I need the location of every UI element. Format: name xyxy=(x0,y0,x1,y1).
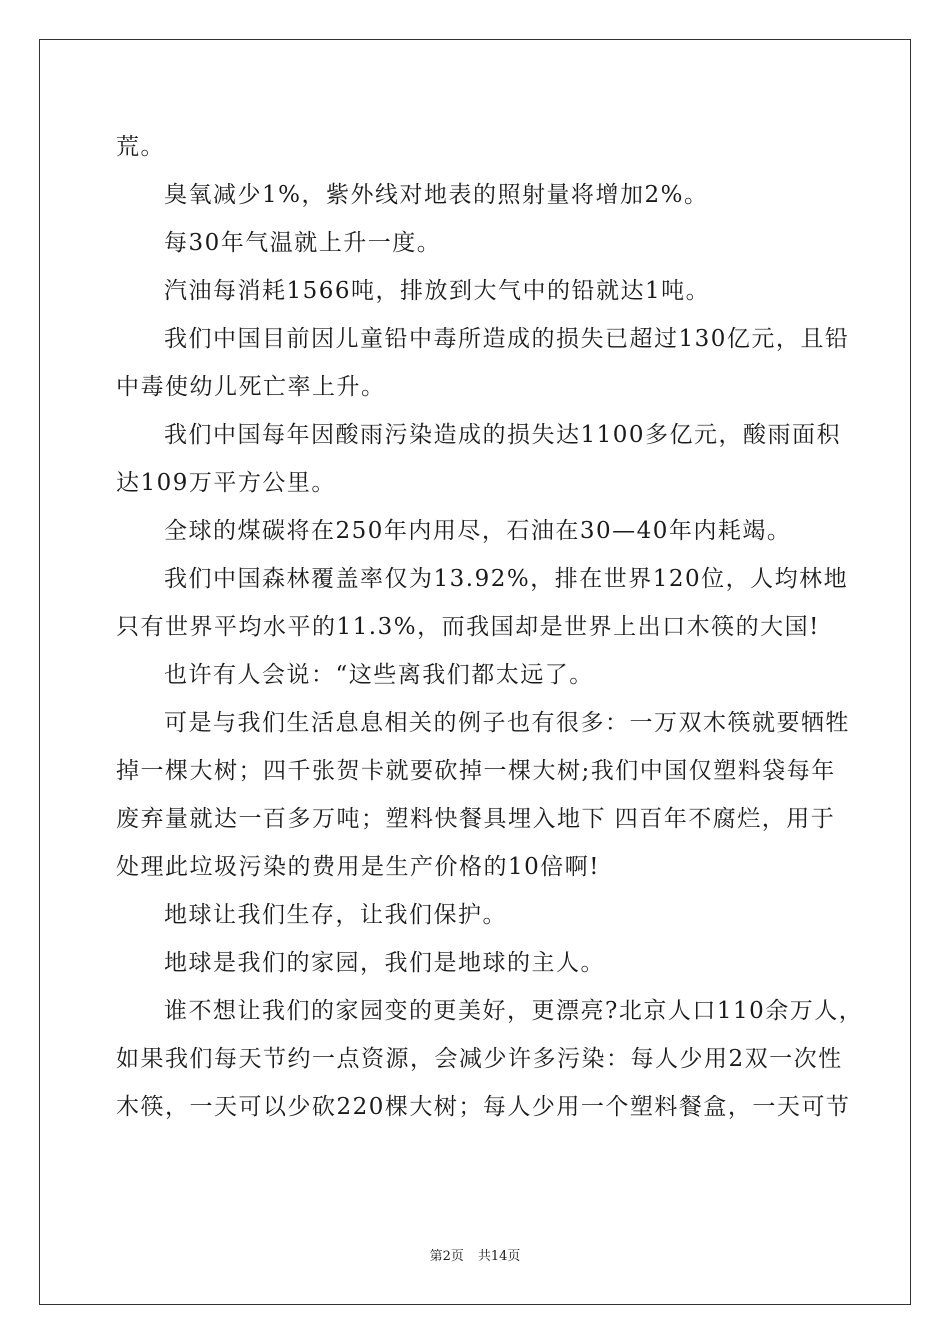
text-line: 掉一棵大树；四千张贺卡就要砍掉一棵大树;我们中国仅塑料袋每年 xyxy=(116,758,836,784)
page-footer xyxy=(0,1245,950,1264)
text-line: 谁不想让我们的家园变的更美好，更漂亮?北京人口110余万人， xyxy=(164,998,864,1024)
document-body xyxy=(116,123,864,1131)
text-line: 木筷，一天可以少砍220棵大树；每人少用一个塑料餐盒，一天可节 xyxy=(116,1094,851,1120)
text-line: 我们中国森林覆盖率仅为13.92%，排在世界120位，人均林地 xyxy=(164,566,849,592)
text-line: 汽油每消耗1566吨，排放到大气中的铅就达1吨。 xyxy=(164,278,711,304)
text-line: 达109万平方公里。 xyxy=(116,470,336,496)
text-line: 我们中国目前因儿童铅中毒所造成的损失已超过130亿元，且铅 xyxy=(164,326,850,352)
text-line: 处理此垃圾污染的费用是生产价格的10倍啊! xyxy=(116,854,601,880)
text-line: 地球是我们的家园，我们是地球的主人。 xyxy=(164,950,605,976)
text-line: 每30年气温就上升一度。 xyxy=(164,230,442,256)
text-line: 如果我们每天节约一点资源，会减少许多污染：每人少用2双一次性 xyxy=(116,1046,843,1072)
text-line: 荒。 xyxy=(116,134,165,160)
text-line: 全球的煤碳将在250年内用尽，石油在30—40年内耗竭。 xyxy=(164,518,792,544)
page-total: 共14页 xyxy=(477,1249,521,1264)
text-line: 只有世界平均水平的11.3%，而我国却是世界上出口木筷的大国! xyxy=(116,614,820,640)
text-line: 废弃量就达一百多万吨；塑料快餐具埋入地下 四百年不腐烂，用于 xyxy=(116,806,836,832)
text-line: 我们中国每年因酸雨污染造成的损失达1100多亿元，酸雨面积 xyxy=(164,422,842,448)
page-number: 第2页 xyxy=(429,1249,464,1264)
text-line: 也许有人会说：“这些离我们都太远了。 xyxy=(164,662,594,688)
text-line: 地球让我们生存，让我们保护。 xyxy=(164,902,507,928)
text-line: 可是与我们生活息息相关的例子也有很多：一万双木筷就要牺牲 xyxy=(164,710,850,736)
text-line: 臭氧减少1%，紫外线对地表的照射量将增加2%。 xyxy=(164,182,709,208)
text-line: 中毒使幼儿死亡率上升。 xyxy=(116,374,386,400)
